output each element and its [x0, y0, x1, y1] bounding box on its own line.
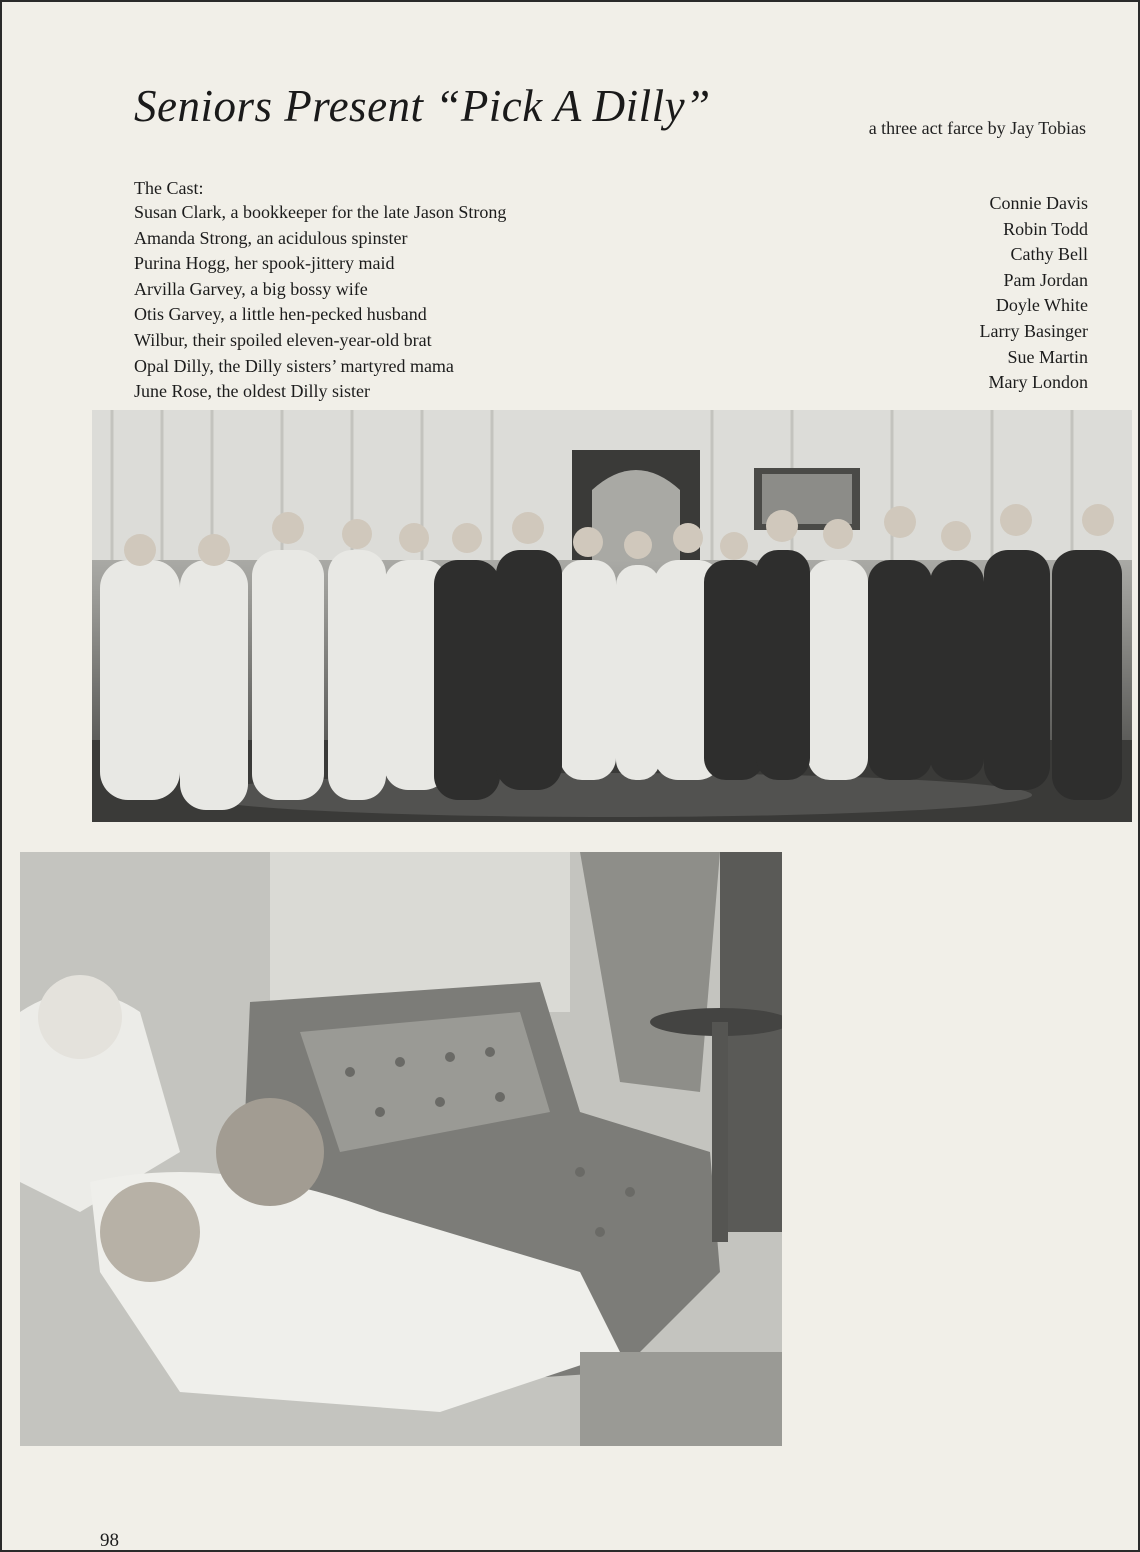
cast-role: June Rose, the oldest Dilly sister: [134, 381, 370, 402]
cast-actor: Robin Todd: [1003, 218, 1088, 239]
cast-role: Amanda Strong, an acidulous spinster: [134, 227, 408, 248]
cast-role: Susan Clark, a bookkeeper for the late Jason Strong: [134, 202, 507, 222]
cast-role: Wilbur, their spoiled eleven-year-old brat: [134, 329, 432, 350]
cast-heading: The Cast:: [134, 178, 204, 198]
cast-role: Otis Garvey, a little hen-pecked husband: [134, 304, 427, 325]
couch-scene-photo: [20, 852, 782, 1446]
page-number: 98: [100, 1530, 119, 1551]
page-title: Seniors Present “Pick A Dilly”: [134, 81, 711, 131]
cast-role: Purina Hogg, her spook-jittery maid: [134, 253, 395, 274]
cast-group-photo: [92, 410, 1132, 822]
cast-role: Opal Dilly, the Dilly sisters’ martyred mama: [134, 355, 454, 376]
cast-roles-list: [134, 200, 506, 405]
cast-actor: Connie Davis: [989, 193, 1088, 213]
cast-actor: Larry Basinger: [979, 320, 1088, 341]
cast-actor: Sue Martin: [1007, 346, 1088, 367]
cast-actor: Mary London: [988, 372, 1088, 393]
cast-actor: Cathy Bell: [1010, 244, 1088, 265]
cast-actor: Doyle White: [995, 295, 1088, 316]
play-credit: a three act farce by Jay Tobias: [868, 118, 1086, 138]
cast-actors-list: [980, 191, 1088, 396]
cast-role: Arvilla Garvey, a big bossy wife: [134, 278, 368, 299]
cast-actor: Pam Jordan: [1003, 269, 1088, 290]
